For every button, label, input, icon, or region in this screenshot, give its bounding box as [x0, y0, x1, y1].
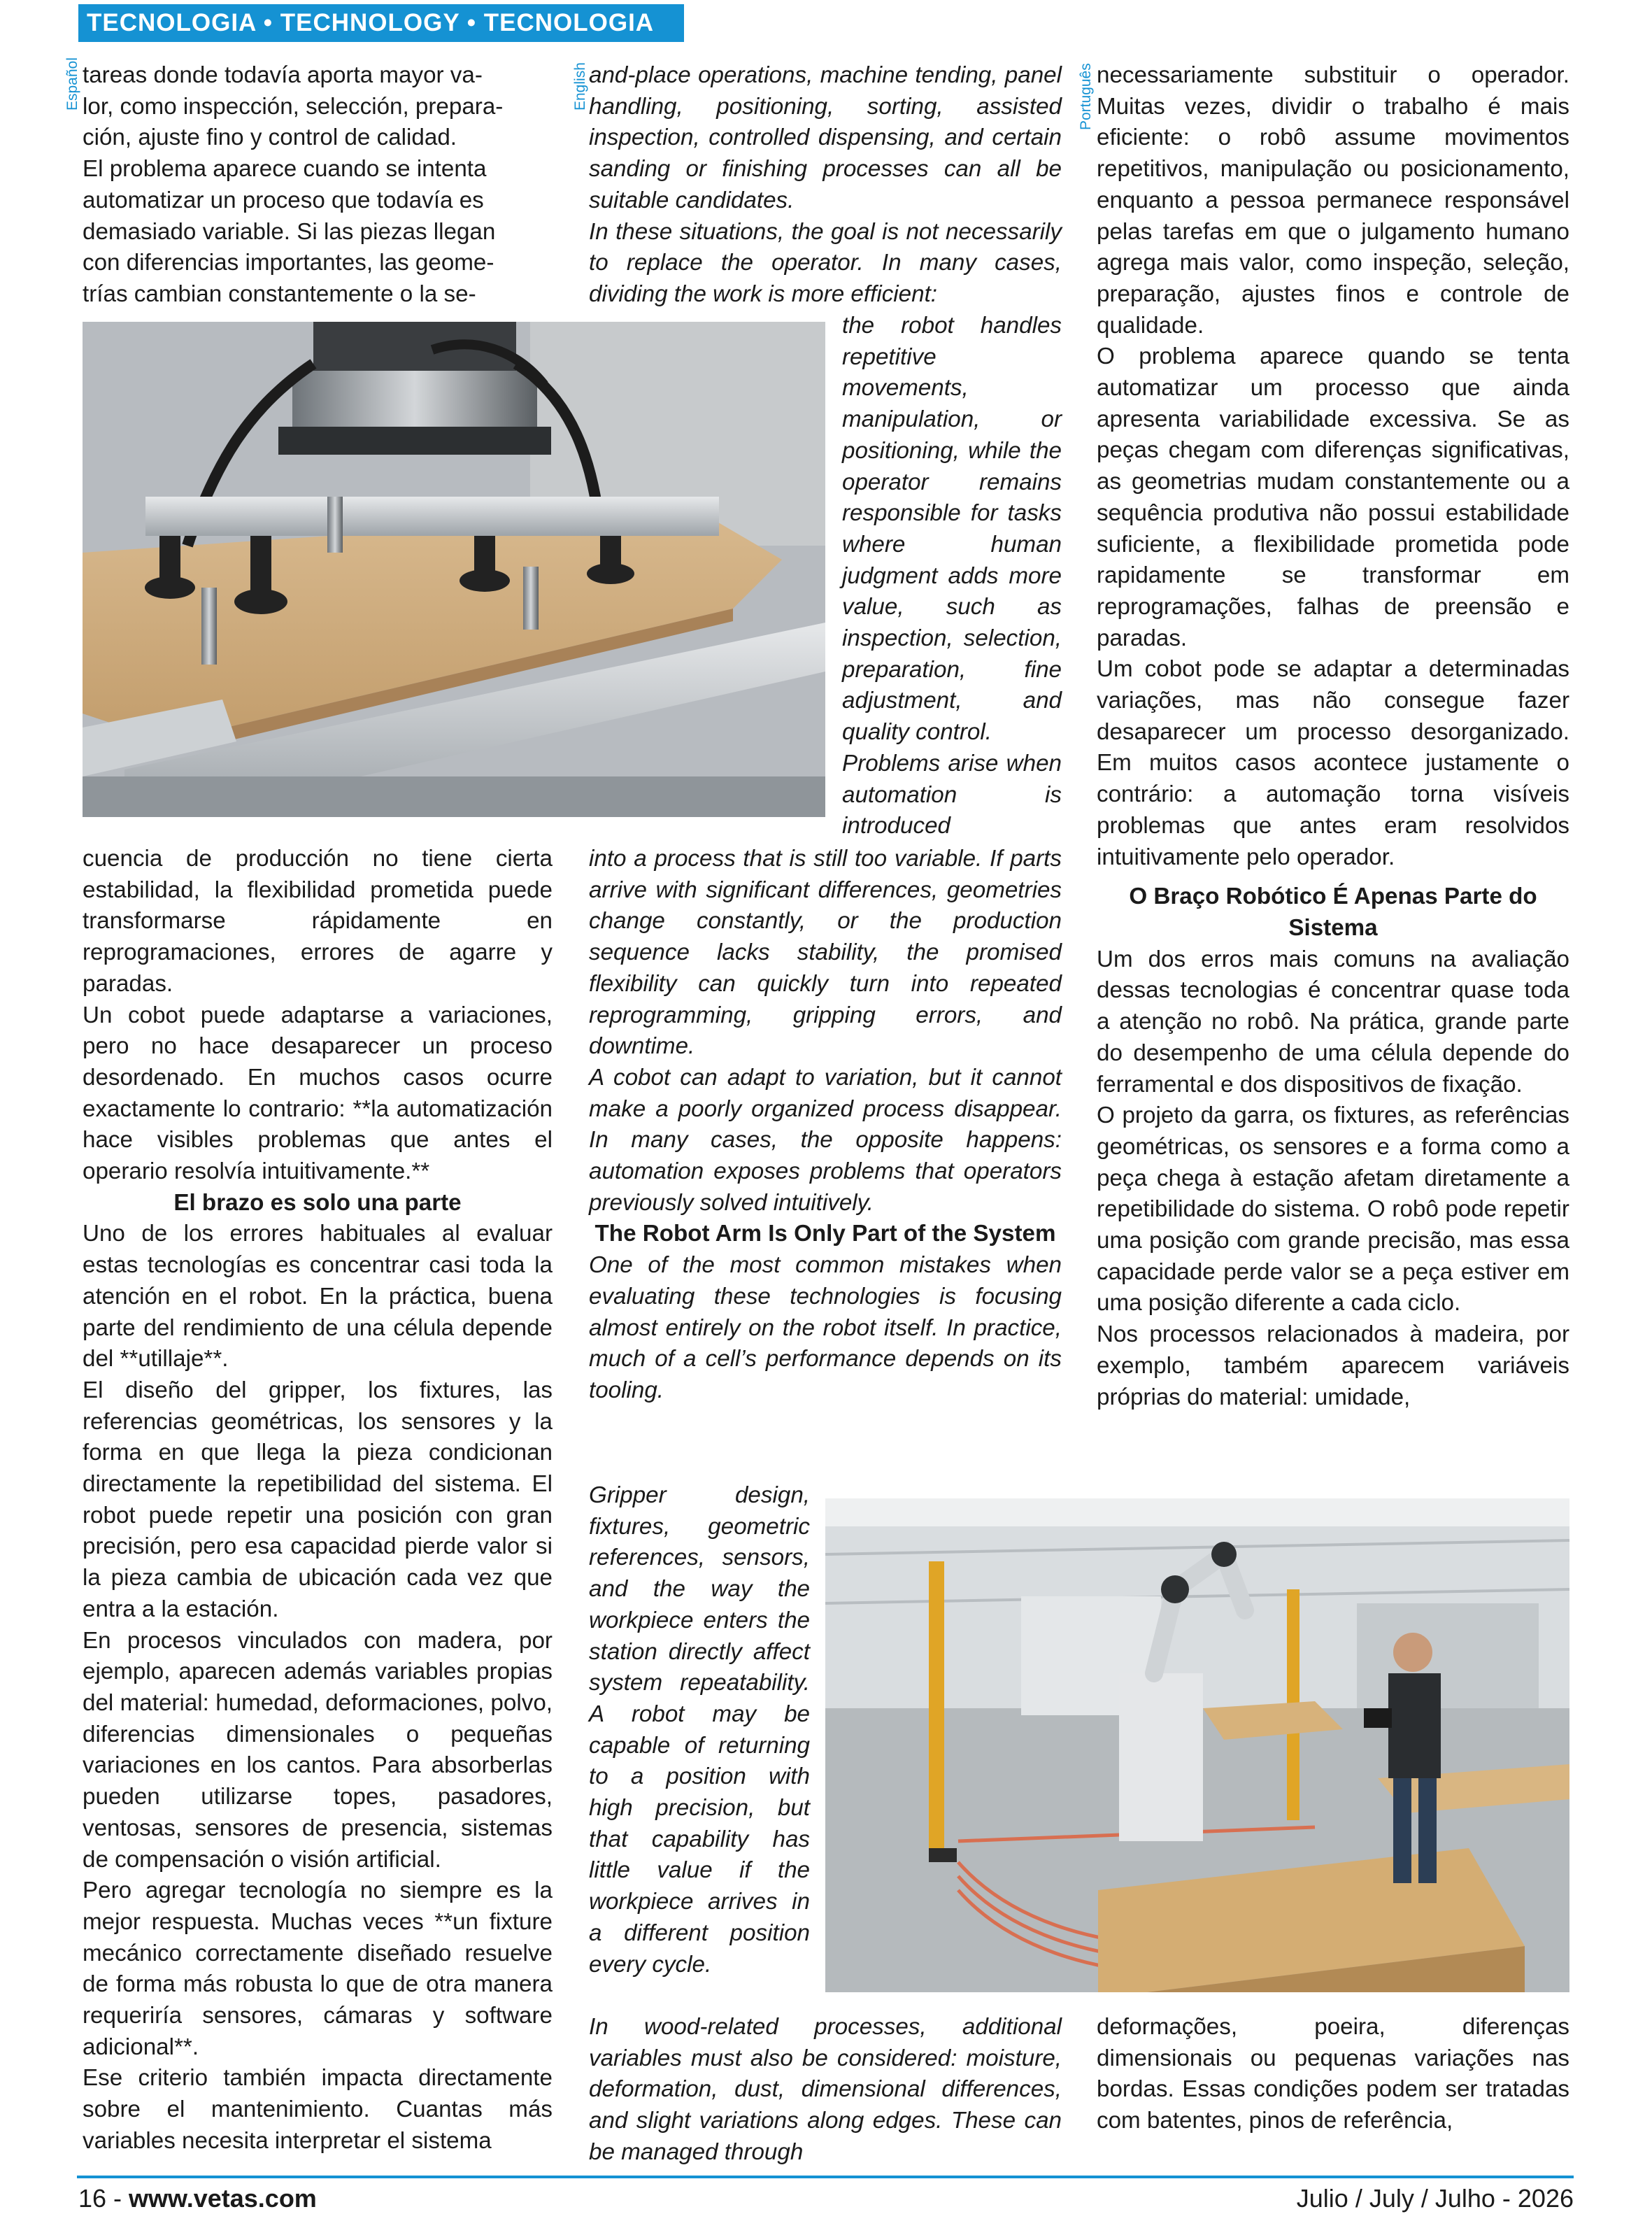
pt-paragraph-3: Um cobot pode se adaptar a determinadas variações, mas não consegue fazer desaparecer um processo desorganizado. Em muitos casos acontece justamente o contrário: a automação torna visíveis problemas que antes eram resolvidos intuitivamente pelo operador. — [1097, 656, 1569, 870]
es-line-5: automatizar un proceso que todavía es — [83, 187, 484, 213]
language-tag-english: English — [572, 62, 588, 111]
cobot-gripper-photo — [83, 322, 825, 817]
en-paragraph-5: into a process that is still too variable. If parts arrive with significant differences, geometries change constantly, or the production sequence lacks stability, the promised flexibility can quickly turn into repeated reprogramming, gripping errors, and downtime. — [589, 846, 1062, 1060]
es-section-heading: El brazo es solo una parte — [173, 1189, 462, 1216]
pt-column-top — [1097, 60, 1569, 1413]
es-line-2: lor, como inspección, selección, prepara- — [83, 93, 504, 120]
footer-page-site — [78, 2184, 317, 2213]
en-paragraph-2: In these situations, the goal is not necessarily to replace the operator. In many cases, dividing the work is more efficient: — [589, 218, 1062, 307]
es-paragraph-5: En procesos vinculados con madera, por ejemplo, aparecen además variables propias del material: humedad, deformaciones, polvo, diferencias dimensionales o pequeñas variaciones en los cantos. Para absorberlas pueden utilizarse topes, pasadores, ventosas, sensores de presencia, sistemas de compensación o visión artificial. — [83, 1627, 553, 1873]
es-column-bottom — [83, 844, 553, 2157]
en-column-top — [589, 60, 1062, 311]
en-section-heading: The Robot Arm Is Only Part of the System — [594, 1221, 1056, 1247]
pt-paragraph-2: O problema aparece quando se tenta automatizar um processo que ainda apresenta variabilidade excessiva. Se as peças chegam com diferenças significativas, as geometrias mudam constantemente ou a sequência produtiva não possui estabilidade suficiente, a flexibilidade prometida pode rapidamente se transformar em reprogramações, falhas de preensão e paradas. — [1097, 343, 1569, 651]
site-link[interactable]: www.vetas.com — [129, 2184, 317, 2213]
en-column-narrow-1 — [842, 311, 1062, 842]
en-column-mid — [589, 844, 1062, 1407]
es-paragraph-3: Uno de los errores habituales al evaluar estas tecnologías es concentrar casi toda la atención en el robot. En la práctica, buena parte del rendimiento de una célula depende del **utillaje**. — [83, 1221, 553, 1372]
section-header-band: TECNOLOGIA • TECHNOLOGY • TECNOLOGIA — [78, 4, 684, 42]
es-line-8: trías cambian constantemente o la se- — [83, 281, 476, 307]
footer-rule — [77, 2176, 1574, 2178]
factory-cobot-cell-photo — [825, 1498, 1569, 1992]
es-line-6: demasiado variable. Si las piezas llegan — [83, 218, 496, 245]
pt-paragraph-6: Nos processos relacionados à madeira, por exemplo, também aparecem variáveis próprias do material: umidade, — [1097, 1321, 1569, 1410]
es-paragraph-6: Pero agregar tecnología no siempre es la mejor respuesta. Muchas veces **un fixture mecánico correctamente diseñado resuelve de forma más robusta lo que de otra manera requeriría sensores, cámaras y software adicional**. — [83, 1878, 553, 2060]
es-line-3: ción, ajuste fino y control de calidad. — [83, 125, 457, 151]
language-tag-spanish: Español — [64, 57, 80, 111]
es-paragraph-7: Ese criterio también impacta directamente sobre el mantenimiento. Cuantas más variables necesita interpretar el sistema — [83, 2065, 553, 2154]
footer-issue-date: Julio / July / Julho - 2026 — [1296, 2184, 1574, 2213]
en-paragraph-6: A cobot can adapt to variation, but it cannot make a poorly organized process disappear. In many cases, the opposite happens: automation exposes problems that operators previously solved intuitively. — [589, 1064, 1062, 1216]
pt-paragraph-1: necessariamente substituir o operador. Muitas vezes, dividir o trabalho é mais eficiente: o robô assume movimentos repetitivos, manipulação ou posicionamento, enquanto a pessoa permanece responsável pelas tarefas em que o julgamento humano agrega mais valor, como inspeção, seleção, preparação, ajustes finos e controle de qualidade. — [1097, 62, 1569, 339]
en-paragraph-8: Gripper design, fixtures, geometric references, sensors, and the way the workpiece enters the station directly affect system repeatability. A robot may be capable of returning to a position with high precision, but that capability has little value if the workpiece arrives in a different position every cycle. — [589, 1482, 810, 1978]
page-number: 16 - — [78, 2184, 129, 2213]
pt-paragraph-7: deformações, poeira, diferenças dimensionais ou pequenas variações nas bordas. Essas condições podem ser tratadas com batentes, pinos de referência, — [1097, 2014, 1569, 2134]
es-paragraph-2: Un cobot puede adaptarse a variaciones, pero no hace desaparecer un proceso desordenado. En muchos casos ocurre exactamente lo contrario: **la automatización hace visibles problemas que antes el operario resolvía intuitivamente.** — [83, 1002, 553, 1185]
es-line-7: con diferencias importantes, las geome- — [83, 250, 494, 276]
pt-paragraph-4: Um dos erros mais comuns na avaliação dessas tecnologias é concentrar quase toda a atenção no robô. Na prática, grande parte do desempenho de uma célula depende do ferramental e dos dispositivos de fixação. — [1097, 946, 1569, 1098]
en-paragraph-7: One of the most common mistakes when evaluating these technologies is focusing almost entirely on the robot itself. In practice, much of a cell’s performance depends on its tooling. — [589, 1252, 1062, 1403]
pt-paragraph-5: O projeto da garra, os fixtures, as referências geométricas, os sensores e a forma como a peça chega à estação afetam diretamente a repetibilidade do sistema. O robô pode repetir uma posição com grande precisão, mas essa capacidade perde valor se a peça estiver em uma posição diferente a cada ciclo. — [1097, 1102, 1569, 1317]
en-paragraph-4: Problems arise when automation is introduced — [842, 750, 1062, 839]
es-paragraph-1: cuencia de producción no tiene cierta estabilidad, la flexibilidad prometida puede transformarse rápidamente en reprogramaciones, errores de agarre y paradas. — [83, 846, 553, 997]
pt-section-heading: O Braço Robótico É Apenas Parte do Sistema — [1129, 884, 1537, 941]
en-column-narrow-2 — [589, 1480, 810, 1980]
language-tag-portuguese: Português — [1078, 63, 1094, 130]
es-line-4: El problema aparece cuando se intenta — [83, 156, 487, 183]
en-paragraph-3: the robot handles repetitive movements, manipulation, or positioning, while the operator remains responsible for tasks where human judgment adds more value, such as inspection, selection, preparation, fine adjustment, and quality control. — [842, 313, 1062, 746]
cobot-gripper-illustration — [83, 322, 825, 817]
pt-column-bottom — [1097, 2012, 1569, 2137]
en-paragraph-1: and-place operations, machine tending, panel handling, positioning, sorting, assisted inspection, controlled dispensing, and certain sanding or finishing processes can all be suitable candidates. — [589, 62, 1062, 213]
es-paragraph-4: El diseño del gripper, los fixtures, las referencias geométricas, los sensores y la forma en que llega la pieza condicionan directamente la repetibilidad del sistema. El robot puede repetir una posición con gran precisión, pero esa capacidad pierde valor si la pieza cambia de ubicación cada vez que entra a la estación. — [83, 1377, 553, 1622]
es-line-1: tareas donde todavía aporta mayor va- — [83, 62, 483, 88]
es-column-top — [83, 60, 553, 311]
en-column-bottom — [589, 2012, 1062, 2169]
en-paragraph-9: In wood-related processes, additional variables must also be considered: moisture, deformation, dust, dimensional differences, and slight variations along edges. These can be managed through — [589, 2014, 1062, 2165]
factory-cell-illustration — [825, 1498, 1569, 1992]
